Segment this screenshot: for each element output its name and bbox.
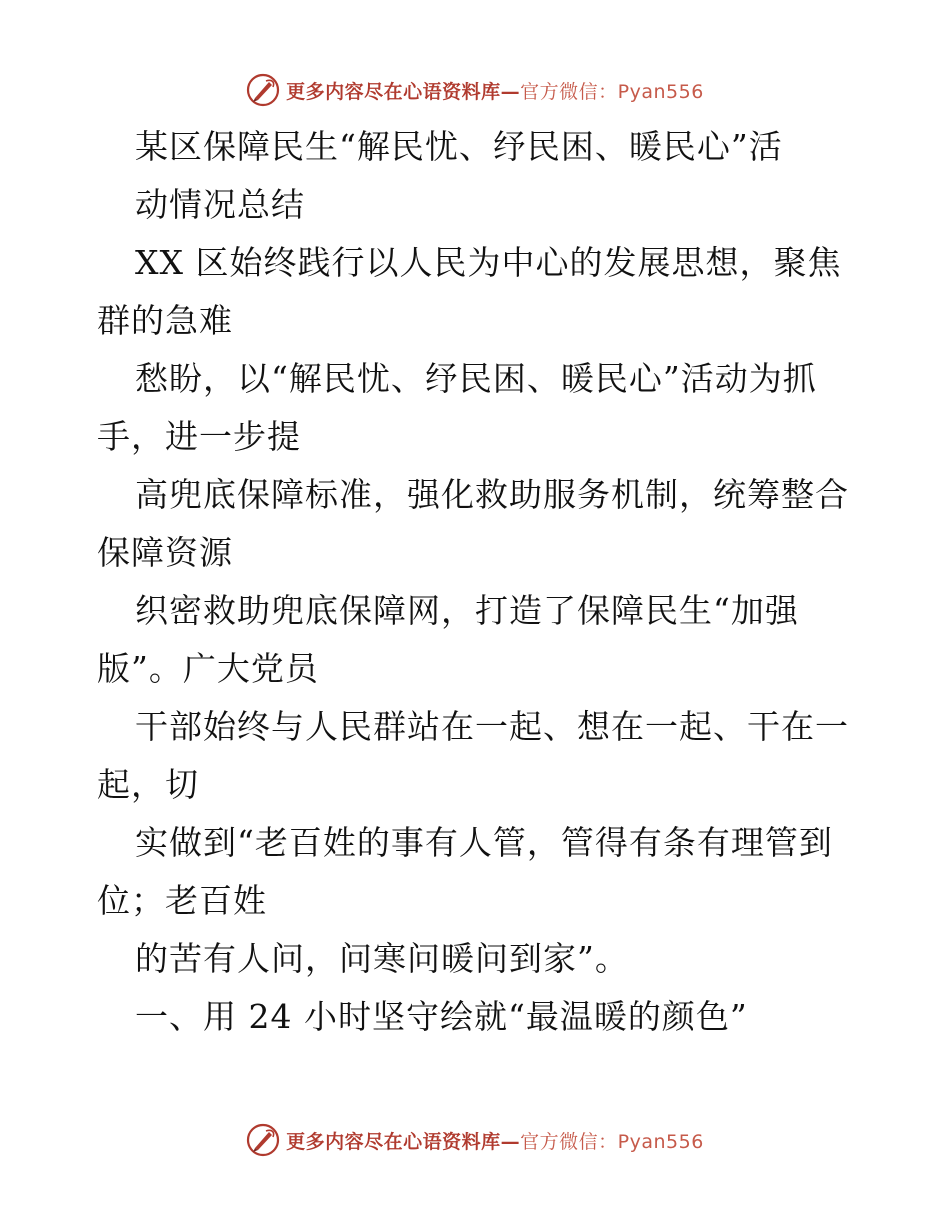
paragraph-line: 愁盼，以“解民忧、纾民困、暖民心”活动为抓 [135, 359, 817, 398]
paragraph-line: XX 区始终践行以人民为中心的发展思想，聚焦 [135, 243, 842, 282]
title-line-1: 某区保障民生“解民忧、纾民困、暖民心”活 [135, 127, 783, 166]
quill-pen-logo-icon [246, 73, 280, 107]
paragraph-line: 的苦有人问，问寒问暖问到家”。 [135, 939, 629, 978]
paragraph-line: 保障资源 [97, 533, 233, 572]
paragraph-line: 高兜底保障标准，强化救助服务机制，统筹整合 [135, 475, 849, 514]
document-body [97, 118, 857, 1046]
paragraph-line: 手，进一步提 [97, 417, 301, 456]
footer-contact-text: 官方微信：Pyan556 [520, 1130, 704, 1153]
paragraph-line: 位；老百姓 [97, 881, 267, 920]
footer-banner-text [286, 1127, 704, 1154]
section-heading: 一、用 24 小时坚守绘就“最温暖的颜色” [135, 997, 748, 1036]
footer-separator: — [500, 1130, 521, 1153]
title-line-2: 动情况总结 [135, 185, 305, 224]
footer-banner [0, 1118, 950, 1162]
header-separator: — [500, 80, 521, 103]
footer-brand-text: 更多内容尽在心语资料库 [286, 1130, 501, 1153]
header-banner-text [286, 77, 704, 104]
header-contact-text: 官方微信：Pyan556 [520, 80, 704, 103]
paragraph-line: 群的急难 [97, 301, 233, 340]
header-brand-text: 更多内容尽在心语资料库 [286, 80, 501, 103]
paragraph-line: 干部始终与人民群站在一起、想在一起、干在一 [135, 707, 849, 746]
paragraph-line: 起，切 [97, 765, 199, 804]
paragraph-line: 实做到“老百姓的事有人管，管得有条有理管到 [135, 823, 833, 862]
quill-pen-logo-icon [246, 1123, 280, 1157]
paragraph-line: 版”。广大党员 [97, 649, 319, 688]
header-banner [0, 68, 950, 112]
paragraph-line: 织密救助兜底保障网，打造了保障民生“加强 [135, 591, 799, 630]
